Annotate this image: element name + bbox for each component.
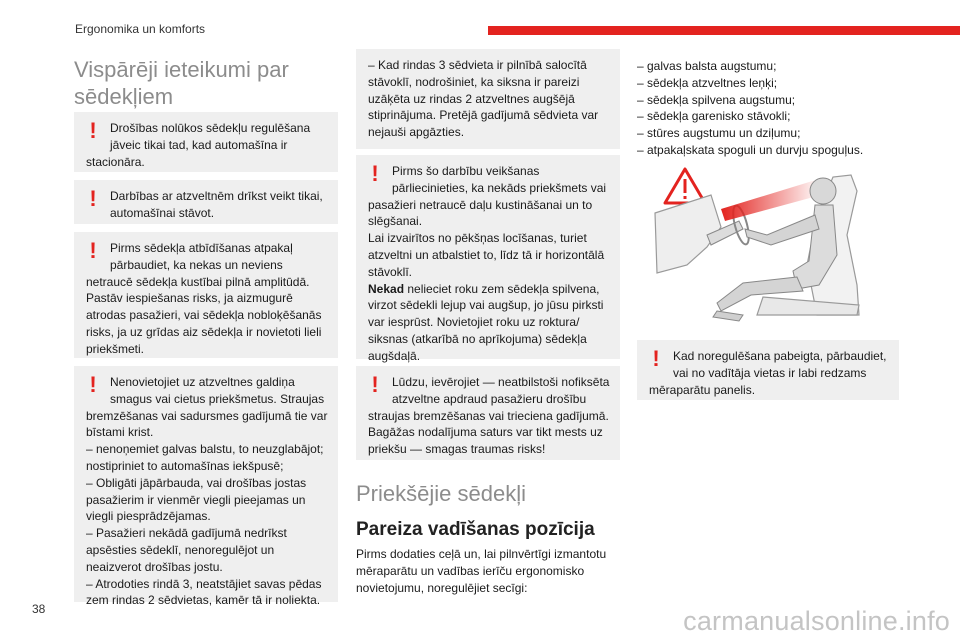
warning-exclamation-icon: !: [371, 161, 379, 186]
warning-box: [74, 232, 338, 358]
warning-paragraph: Lai izvairītos no pēkšņas locīšanas, turiet atzveltni un atbalstiet to, līdz tā ir horizontālā stāvoklī.: [368, 231, 605, 279]
warning-exclamation-icon: !: [371, 372, 379, 397]
list-item: – atpakaļskata spoguli un durvju spoguļus.: [637, 142, 864, 157]
section-title-general-seat-advice: [74, 56, 338, 110]
continued-warning-box: [356, 49, 620, 149]
warning-exclamation-icon: !: [89, 372, 97, 397]
header-accent-bar: [488, 26, 960, 35]
warning-text: Darbības ar atzveltnēm drīkst veikt tikai, automašīnai stāvot.: [110, 189, 323, 220]
page-number: 38: [32, 602, 46, 616]
warning-text: Lūdzu, ievērojiet — neatbilstoši nofiksēta atzveltne apdraud pasažieru drošību straujas bremzēšanas vai trieciena gadījumā. Bagāžas nodalījuma saturs var tikt mests uz priekšu — smagas traumas risks!: [368, 375, 610, 457]
warning-box: [356, 366, 620, 460]
list-item: – sēdekļa spilvena augstumu;: [637, 92, 796, 107]
warning-item: – Pasažieri nekādā gadījumā nedrīkst apsēsties sēdeklī, nenoregulējot un neaizverot drošības jostu.: [86, 526, 287, 574]
warning-item: – nenoņemiet galvas balstu, to neuzglabājot; nostipriniet to automašīnas iekšpusē;: [86, 442, 324, 473]
header-section-label: Ergonomika un komforts: [75, 22, 206, 36]
list-item: – sēdekļa atzveltnes leņķi;: [637, 75, 778, 90]
warning-item: – Obligāti jāpārbauda, vai drošības jostas pasažierim ir vienmēr viegli pieejamas un viegli piesprādzējamas.: [86, 475, 307, 524]
warning-text: nelieciet roku zem sēdekļa spilvena, virzot sēdekli lejup vai augšup, jo jūsu pirksti var iesprūst. Novietojiet roku uz roktura/ siksnas (atkarībā no aprīkojuma) sēdekļa augšdaļā.: [368, 281, 604, 363]
warning-box: [74, 180, 338, 224]
warning-text: Pirms sēdekļa atbīdīšanas atpakaļ pārbaudiet, ka nekas un neviens netraucē sēdekļa kustībai pilnā amplitūdā. Pastāv iespiešanas risks, ja aizmugurē atrodas pasažieri, vai sēdekļa nobloķēšanās risks, ja uz grīdas aiz sēdekļa ir novietoti lieli priekšmeti.: [86, 241, 322, 356]
adjustment-list: [637, 58, 899, 159]
warning-text: Drošības nolūkos sēdekļu regulēšana jāveic tikai tad, kad automašīna ir stacionāra.: [86, 121, 311, 169]
warning-text: Kad noregulēšana pabeigta, pārbaudiet, vai no vadītāja vietas ir labi redzams mēraparātu panelis.: [649, 349, 887, 397]
warning-box: [74, 112, 338, 172]
warning-exclamation-icon: !: [89, 238, 97, 263]
subtitle-driving-position: Pareiza vadīšanas pozīcija: [356, 519, 595, 540]
warning-box: [356, 155, 620, 363]
watermark: carmanualsonline.info: [683, 606, 950, 636]
warning-text: Nenovietojiet uz atzveltnes galdiņa smagus vai cietus priekšmetus. Straujas bremzēšanas vai sadursmes gadījumā tie var bīstami krist.: [86, 375, 328, 440]
warning-exclamation-icon: !: [89, 186, 97, 211]
intro-paragraph: Pirms dodaties ceļā un, lai pilnvērtīgi izmantotu mēraparātu un vadības ierīču ergonomisko novietojumu, noregulējiet secīgi:: [356, 547, 607, 595]
list-item: – galvas balsta augstumu;: [637, 59, 777, 73]
title-line-2: sēdekļiem: [74, 84, 174, 109]
emphasis-never: Nekad: [368, 281, 405, 296]
driver-seat-position-illustration: [647, 165, 887, 325]
warning-exclamation-icon: !: [89, 118, 97, 143]
warning-box: [74, 366, 338, 608]
warning-box: [637, 340, 899, 400]
warning-text: – Kad rindas 3 sēdvieta ir pilnībā salocītā stāvoklī, nodrošiniet, ka siksna ir pareizi uzāķēta uz rindas 2 atzveltnes augšējā stiprinājuma. Pretējā gadījumā sēdvieta var nejauši apgāzties.: [368, 58, 599, 140]
title-line-1: Vispārēji ieteikumi par: [74, 57, 289, 82]
section-title-front-seats: Priekšējie sēdekļi: [356, 481, 526, 506]
warning-triangle-icon: [665, 169, 705, 203]
list-item: – stūres augstumu un dziļumu;: [637, 126, 801, 141]
warning-paragraph: [368, 281, 610, 365]
warning-exclamation-icon: !: [652, 346, 660, 371]
warning-item: – Atrodoties rindā 3, neatstājiet savas pēdas zem rindas 2 sēdvietas, kamēr tā ir noliekta.: [86, 576, 322, 608]
list-item: – sēdekļa garenisko stāvokli;: [637, 109, 791, 124]
warning-text: Pirms šo darbību veikšanas pārliecinieties, ka nekāds priekšmets vai pasažieri netraucē daļu kustināšanai un to slēgšanai.: [368, 164, 607, 229]
